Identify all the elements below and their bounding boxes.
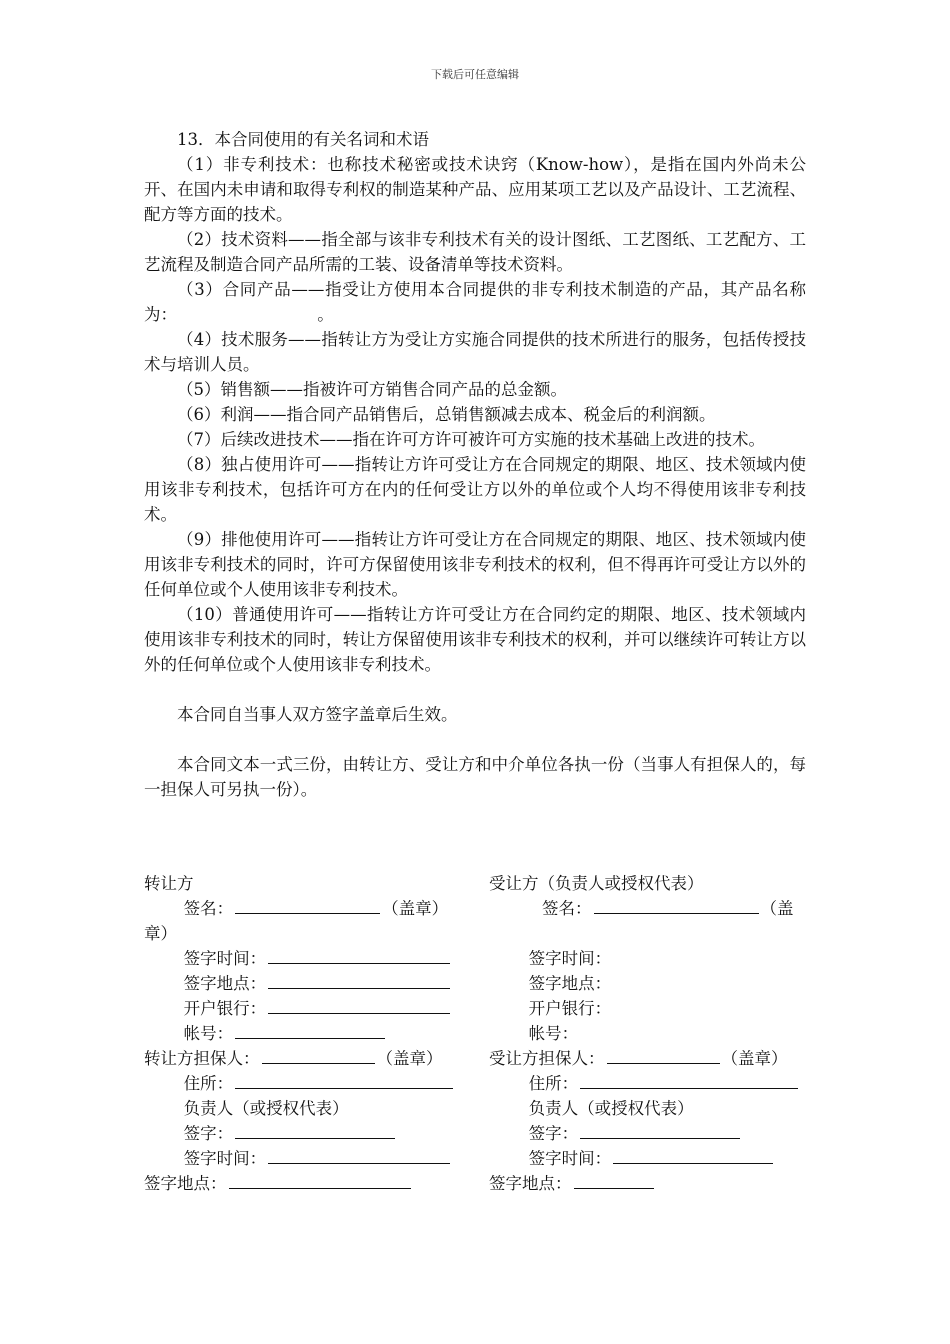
transferor-sign-name-label: 签名：: [183, 899, 234, 918]
transferor-sign-time-line: [268, 946, 450, 964]
transferor-bank-label: 开户银行：: [183, 999, 267, 1018]
term-item: （4）技术服务——指转让方为受让方实施合同提供的技术所进行的服务，包括传授技术与培训人员。: [144, 330, 806, 374]
transferor-principal-sign-label: 签字：: [183, 1124, 234, 1143]
term-item: （6）利润——指合同产品销售后，总销售额减去成本、税金后的利润额。: [177, 405, 716, 424]
transferee-guarantor-label: 受让方担保人：: [489, 1049, 605, 1068]
term-item: （1）非专利技术：也称技术秘密或技术诀窍（Know-how），是指在国内外尚未公开、在国内未申请和取得专利权的制造某种产品、应用某项工艺以及产品设计、工艺流程、配方等方面的技术。: [144, 155, 806, 224]
transferee-principal-time-label: 签字时间：: [528, 1149, 612, 1168]
transferor-guarantor-address-label: 住所：: [183, 1074, 234, 1093]
terms-heading: 13．本合同使用的有关名词和术语: [177, 130, 429, 149]
transferee-sign-time-label: 签字时间：: [528, 949, 612, 968]
term-item: （9）排他使用许可——指转让方许可受让方在合同规定的期限、地区、技术领域内使用该非专利技术的同时，许可方保留使用该非专利技术的权利，但不得再许可受让方以外的任何单位或个人使用该非专利技术。: [144, 530, 806, 599]
transferee-final-place-line: [574, 1171, 654, 1189]
transferee-principal-sign-label: 签字：: [528, 1124, 579, 1143]
transferor-sign-place-line: [268, 971, 450, 989]
transferee-sign-name-label: 签名：: [542, 899, 592, 918]
transferor-account-line: [235, 1021, 385, 1039]
transferor-sign-place-label: 签字地点：: [183, 974, 267, 993]
transferee-principal-time-line: [613, 1146, 773, 1164]
term-item: （3）合同产品——指受让方使用本合同提供的非专利技术制造的产品，其产品名称为： 。: [144, 280, 806, 324]
transferee-sign-place-label: 签字地点：: [528, 974, 612, 993]
term-item: （7）后续改进技术——指在许可方许可被许可方实施的技术基础上改进的技术。: [177, 430, 765, 449]
transferee-bank-label: 开户银行：: [528, 999, 612, 1018]
signature-block: [144, 871, 824, 1196]
effective-clause: 本合同自当事人双方签字盖章后生效。: [177, 705, 458, 724]
transferee-principal-sign-line: [580, 1121, 740, 1139]
transferee-guarantor-address-label: 住所：: [528, 1074, 579, 1093]
transferor-final-place-label: 签字地点：: [144, 1174, 227, 1193]
transferee-sign-name-line: [594, 896, 759, 914]
transferee-guarantor-line: [607, 1046, 720, 1064]
transferor-guarantor-seal: （盖章）: [376, 1049, 443, 1068]
transferee-label: 受让方（负责人或授权代表）: [489, 874, 704, 893]
transferor-seal-label: （盖章）: [382, 899, 449, 918]
transferee-guarantor-seal: （盖章）: [721, 1049, 788, 1068]
transferor-label: 转让方: [144, 874, 194, 893]
contract-body: [144, 127, 806, 802]
transferee-final-place-label: 签字地点：: [489, 1174, 572, 1193]
transferor-final-place-line: [229, 1171, 411, 1189]
transferee-seal-open: （盖: [760, 899, 794, 918]
term-item: （5）销售额——指被许可方销售合同产品的总金额。: [177, 380, 567, 399]
transferor-guarantor-line: [262, 1046, 375, 1064]
copies-clause: 本合同文本一式三份，由转让方、受让方和中介单位各执一份（当事人有担保人的，每一担保人可另执一份）。: [144, 755, 806, 799]
transferee-seal-close: 章）: [144, 924, 177, 943]
transferor-bank-line: [268, 996, 450, 1014]
term-item: （2）技术资料——指全部与该非专利技术有关的设计图纸、工艺图纸、工艺配方、工艺流程及制造合同产品所需的工装、设备清单等技术资料。: [144, 230, 806, 274]
term-item: （10）普通使用许可——指转让方许可受让方在合同约定的期限、地区、技术领域内使用该非专利技术的同时，转让方保留使用该非专利技术的权利，并可以继续许可转让方以外的任何单位或个人使用该非专利技术。: [144, 605, 806, 674]
transferor-principal-time-label: 签字时间：: [183, 1149, 267, 1168]
transferor-guarantor-label: 转让方担保人：: [144, 1049, 260, 1068]
transferor-sign-time-label: 签字时间：: [183, 949, 267, 968]
transferor-account-label: 帐号：: [183, 1024, 234, 1043]
transferee-guarantor-address-line: [580, 1071, 798, 1089]
transferee-account-label: 帐号：: [528, 1024, 579, 1043]
transferor-principal-sign-line: [235, 1121, 395, 1139]
transferor-principal-label: 负责人（或授权代表）: [183, 1099, 349, 1118]
page-header-note: 下载后可任意编辑: [431, 68, 519, 81]
term-item: （8）独占使用许可——指转让方许可受让方在合同规定的期限、地区、技术领域内使用该非专利技术，包括许可方在内的任何受让方以外的单位或个人均不得使用该非专利技术。: [144, 455, 806, 524]
transferor-principal-time-line: [268, 1146, 450, 1164]
transferor-guarantor-address-line: [235, 1071, 453, 1089]
transferee-principal-label: 负责人（或授权代表）: [528, 1099, 694, 1118]
transferor-sign-name-line: [235, 896, 380, 914]
